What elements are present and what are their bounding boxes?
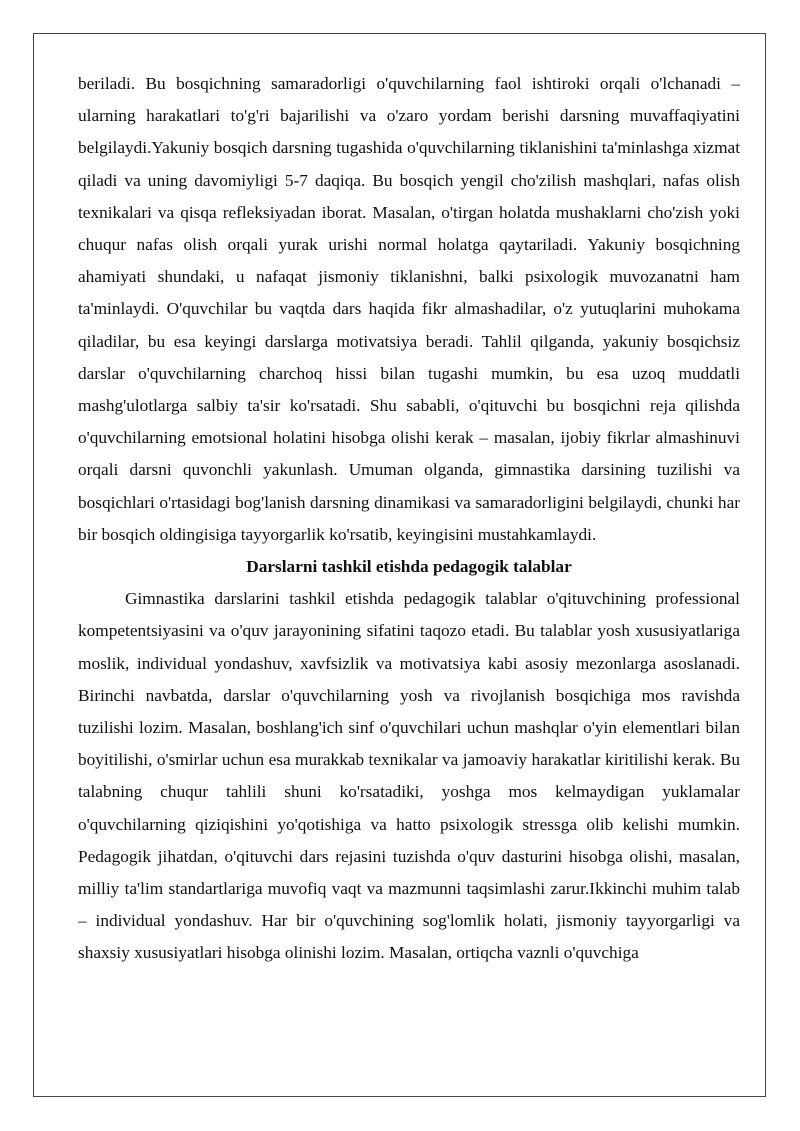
section-heading: Darslarni tashkil etishda pedagogik talablar xyxy=(246,557,572,577)
body-paragraph: Gimnastika darslarini tashkil etishda pedagogik talablar o'qituvchining professional kompetentsiyasini va o'quv jarayonining sifatini taqozo etadi. Bu talablar yosh xususiyatlariga moslik, individual yondashuv, xavfsizlik va motivatsiya kabi asosiy mezonlarga asoslanadi. Birinchi navbatda, darslar o'quvchilarning yosh va rivojlanish bosqichiga mos ravishda tuzilishi lozim. Masalan, boshlang'ich sinf o'quvchilari uchun mashqlar o'yin elementlari bilan boyitilishi, o'smirlar uchun esa murakkab texnikalar va jamoaviy harakatlar kiritilishi kerak. Bu talabning chuqur tahlili shuni ko'rsatadiki, yoshga mos kelmaydigan yuklamalar o'quvchilarning qiziqishini yo'qotishiga va hatto psixologik stressga olib kelishi mumkin. Pedagogik jihatdan, o'qituvchi dars rejasini tuzishda o'quv dasturini hisobga olishi, masalan, milliy ta'lim standartlariga muvofiq vaqt va mazmunni taqsimlashi zarur.Ikkinchi muhim talab – individual yondashuv. Har bir o'quvchining sog'lomlik holati, jismoniy tayyorgarligi va shaxsiy xususiyatlari hisobga olinishi lozim. Masalan, ortiqcha vaznli o'quvchiga xyxy=(78,589,740,963)
body-paragraph-continuation: beriladi. Bu bosqichning samaradorligi o'quvchilarning faol ishtiroki orqali o'lchanadi – ularning harakatlari to'g'ri bajarilishi va o'zaro yordam berishi darsning muvaffaqiyatini belgilaydi.Yakuniy bosqich darsning tugashida o'quvchilarning tiklanishini ta'minlashga xizmat qiladi va uning davomiyligi 5-7 daqiqa. Bu bosqich yengil cho'zilish mashqlari, nafas olish texnikalari va qisqa refleksiyadan iborat. Masalan, o'tirgan holatda mushaklarni cho'zish yoki chuqur nafas olish orqali yurak urishi normal holatga qaytariladi. Yakuniy bosqichning ahamiyati shundaki, u nafaqat jismoniy tiklanishni, balki psixologik muvozanatni ham ta'minlaydi. O'quvchilar bu vaqtda dars haqida fikr almashadilar, o'z yutuqlarini muhokama qiladilar, bu esa keyingi darslarga motivatsiya beradi. Tahlil qilganda, yakuniy bosqichsiz darslar o'quvchilarning charchoq hissi bilan tugashi mumkin, bu esa uzoq muddatli mashg'ulotlarga salbiy ta'sir ko'rsatadi. Shu sababli, o'qituvchi bu bosqichni reja qilishda o'quvchilarning emotsional holatini hisobga olishi kerak – masalan, ijobiy fikrlar almashinuvi orqali darsni quvonchli yakunlash. Umuman olganda, gimnastika darsining tuzilishi va bosqichlari o'rtasidagi bog'lanish darsning dinamikasi va samaradorligini belgilaydi, chunki har bir bosqich oldingisiga tayyorgarlik ko'rsatib, keyingisini mustahkamlaydi. xyxy=(78,74,740,544)
document-body xyxy=(78,68,740,970)
